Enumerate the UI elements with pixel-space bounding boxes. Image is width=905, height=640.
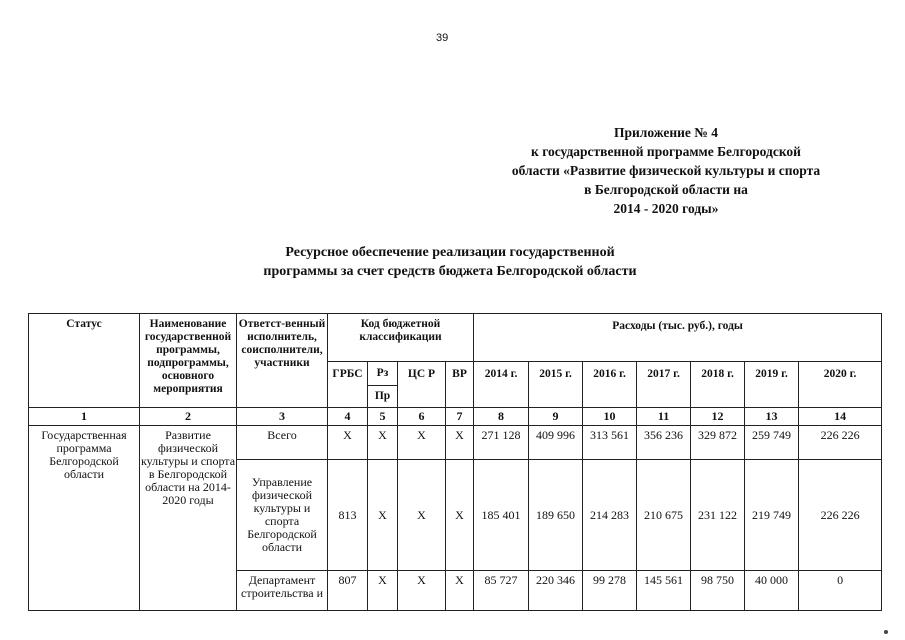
vr-cell: X <box>446 460 474 571</box>
appendix-line: области «Развитие физической культуры и спорта <box>511 163 821 178</box>
value-cell: 356 236 <box>637 426 691 460</box>
value-cell: 85 727 <box>474 571 529 611</box>
value-cell: 185 401 <box>474 460 529 571</box>
index-cell: 11 <box>637 408 691 426</box>
appendix-line: в Белгородской области на <box>584 182 748 197</box>
value-cell: 189 650 <box>529 460 583 571</box>
index-cell: 7 <box>446 408 474 426</box>
index-cell: 5 <box>368 408 398 426</box>
value-cell: 226 226 <box>799 426 882 460</box>
vr-cell: X <box>446 426 474 460</box>
appendix-line: Приложение № 4 <box>614 125 718 140</box>
value-cell: 259 749 <box>745 426 799 460</box>
header-year: 2018 г. <box>691 362 745 408</box>
value-cell: 40 000 <box>745 571 799 611</box>
header-vr: ВР <box>446 362 474 408</box>
index-cell: 6 <box>398 408 446 426</box>
header-status: Статус <box>29 314 140 408</box>
document-title <box>200 243 700 281</box>
index-cell: 2 <box>140 408 237 426</box>
appendix-line: 2014 - 2020 годы» <box>613 201 719 216</box>
header-year: 2019 г. <box>745 362 799 408</box>
index-cell: 4 <box>328 408 368 426</box>
status-cell: Государственная программа Белгородской области <box>29 426 140 611</box>
header-executor: Ответст-венный исполнитель, соисполнители, участники <box>237 314 328 408</box>
value-cell: 210 675 <box>637 460 691 571</box>
value-cell: 329 872 <box>691 426 745 460</box>
header-year: 2017 г. <box>637 362 691 408</box>
header-rz: Рз <box>368 362 398 386</box>
index-cell: 1 <box>29 408 140 426</box>
index-cell: 3 <box>237 408 328 426</box>
value-cell: 409 996 <box>529 426 583 460</box>
value-cell: 98 750 <box>691 571 745 611</box>
header-year: 2014 г. <box>474 362 529 408</box>
appendix-line: к государственной программе Белгородской <box>531 144 801 159</box>
table-row <box>29 426 882 460</box>
header-year: 2015 г. <box>529 362 583 408</box>
value-cell: 145 561 <box>637 571 691 611</box>
program-name-cell: Развитие физической культуры и спорта в Белгородской области на 2014-2020 годы <box>140 426 237 611</box>
value-cell: 0 <box>799 571 882 611</box>
value-cell: 231 122 <box>691 460 745 571</box>
rz-cell: X <box>368 571 398 611</box>
header-year: 2016 г. <box>583 362 637 408</box>
page-number: 39 <box>436 32 449 44</box>
index-cell: 13 <box>745 408 799 426</box>
rz-cell: X <box>368 426 398 460</box>
index-cell: 12 <box>691 408 745 426</box>
value-cell: 313 561 <box>583 426 637 460</box>
csr-cell: X <box>398 426 446 460</box>
grbs-cell: 807 <box>328 571 368 611</box>
title-line: Ресурсное обеспечение реализации государственной <box>285 245 615 260</box>
vr-cell: X <box>446 571 474 611</box>
appendix-heading <box>480 123 852 218</box>
value-cell: 271 128 <box>474 426 529 460</box>
index-cell: 8 <box>474 408 529 426</box>
header-grbs: ГРБС <box>328 362 368 408</box>
header-code-group: Код бюджетной классификации <box>328 314 474 362</box>
csr-cell: X <box>398 571 446 611</box>
header-expenses-group: Расходы (тыс. руб.), годы <box>474 314 882 362</box>
value-cell: 226 226 <box>799 460 882 571</box>
index-cell: 14 <box>799 408 882 426</box>
value-cell: 220 346 <box>529 571 583 611</box>
value-cell: 214 283 <box>583 460 637 571</box>
executor-cell: Всего <box>237 426 328 460</box>
column-index-row <box>29 408 882 426</box>
executor-cell: Управление физической культуры и спорта Белгородской области <box>237 460 328 571</box>
header-csr: ЦС Р <box>398 362 446 408</box>
executor-text: Департамент строительства и <box>241 574 323 600</box>
grbs-cell: 813 <box>328 460 368 571</box>
csr-cell: X <box>398 460 446 571</box>
title-line: программы за счет средств бюджета Белгородской области <box>263 264 637 279</box>
executor-cell <box>237 571 328 611</box>
header-name: Наименование государственной программы, подпрограммы, основного мероприятия <box>140 314 237 408</box>
header-year: 2020 г. <box>799 362 882 408</box>
value-cell: 99 278 <box>583 571 637 611</box>
value-cell: 219 749 <box>745 460 799 571</box>
index-cell: 10 <box>583 408 637 426</box>
scan-mark <box>884 630 888 634</box>
grbs-cell: X <box>328 426 368 460</box>
index-cell: 9 <box>529 408 583 426</box>
header-pr: Пр <box>368 386 398 408</box>
rz-cell: X <box>368 460 398 571</box>
budget-table <box>28 313 882 611</box>
